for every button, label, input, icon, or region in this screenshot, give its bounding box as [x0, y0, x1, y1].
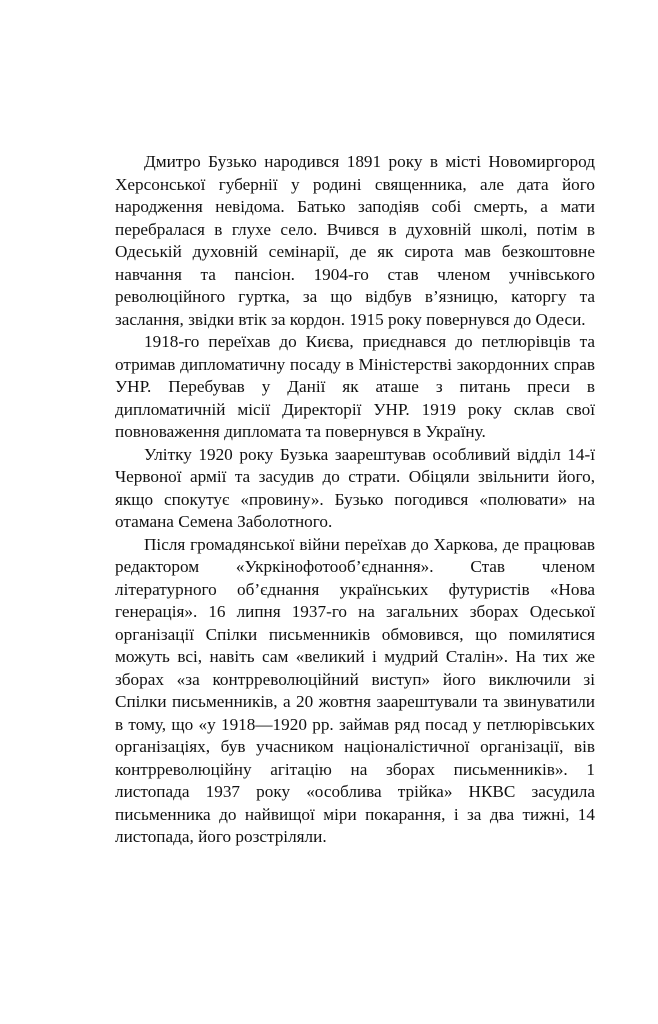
paragraph-2: 1918-го переїхав до Києва, приєднався до петлюрівців та отримав дипломатичну посаду в Міністерстві закордонних справ УНР. Перебував у Данії як аташе з питань преси в дипломатичній місії Директорії УНР. 1919 року склав свої повноваження дипломата та повернувся в Україну. — [115, 332, 595, 441]
body-text — [115, 151, 595, 849]
paragraph-1: Дмитро Бузько народився 1891 року в місті Новомиргород Херсонської губернії у родині священника, але дата його народження невідома. Батько заподіяв собі смерть, а мати перебралася в глухе село. Вчився в духовній школі, потім в Одеській духовній семінарії, де як сирота мав безкоштовне навчання та пансіон. 1904-го став членом учнівського революційного гуртка, за що відбув в’язницю, каторгу та заслання, звідки втік за кордон. 1915 року повернувся до Одеси. — [115, 152, 595, 329]
paragraph-4: Після громадянської війни переїхав до Харкова, де працював редактором «Укркінофотооб’єднання». Став членом літературного об’єднання українських футуристів «Нова генерація». 16 липня 1937-го на загальних зборах Одеської організації Спілки письменників обмовився, що помилятися можуть всі, навіть сам «великий і мудрий Сталін». На тих же зборах «за контрреволюційний виступ» його виключили зі Спілки письменників, а 20 жовтня заарештували та звинуватили в тому, що «у 1918—1920 рр. займав ряд посад у петлюрівських організаціях, був учасником націоналістичної організації, вів контрреволюційну агітацію на зборах письменників». 1 листопада 1937 року «особлива трійка» НКВС засудила письменника до найвищої міри покарання, і за два тижні, 14 листопада, його розстріляли. — [115, 534, 595, 846]
paragraph-3: Улітку 1920 року Бузька заарештував особливий відділ 14-ї Червоної армії та засудив до страти. Обіцяли звільнити його, якщо спокутує «провину». Бузько погодився «полювати» на отамана Семена Заболотного. — [115, 444, 595, 531]
